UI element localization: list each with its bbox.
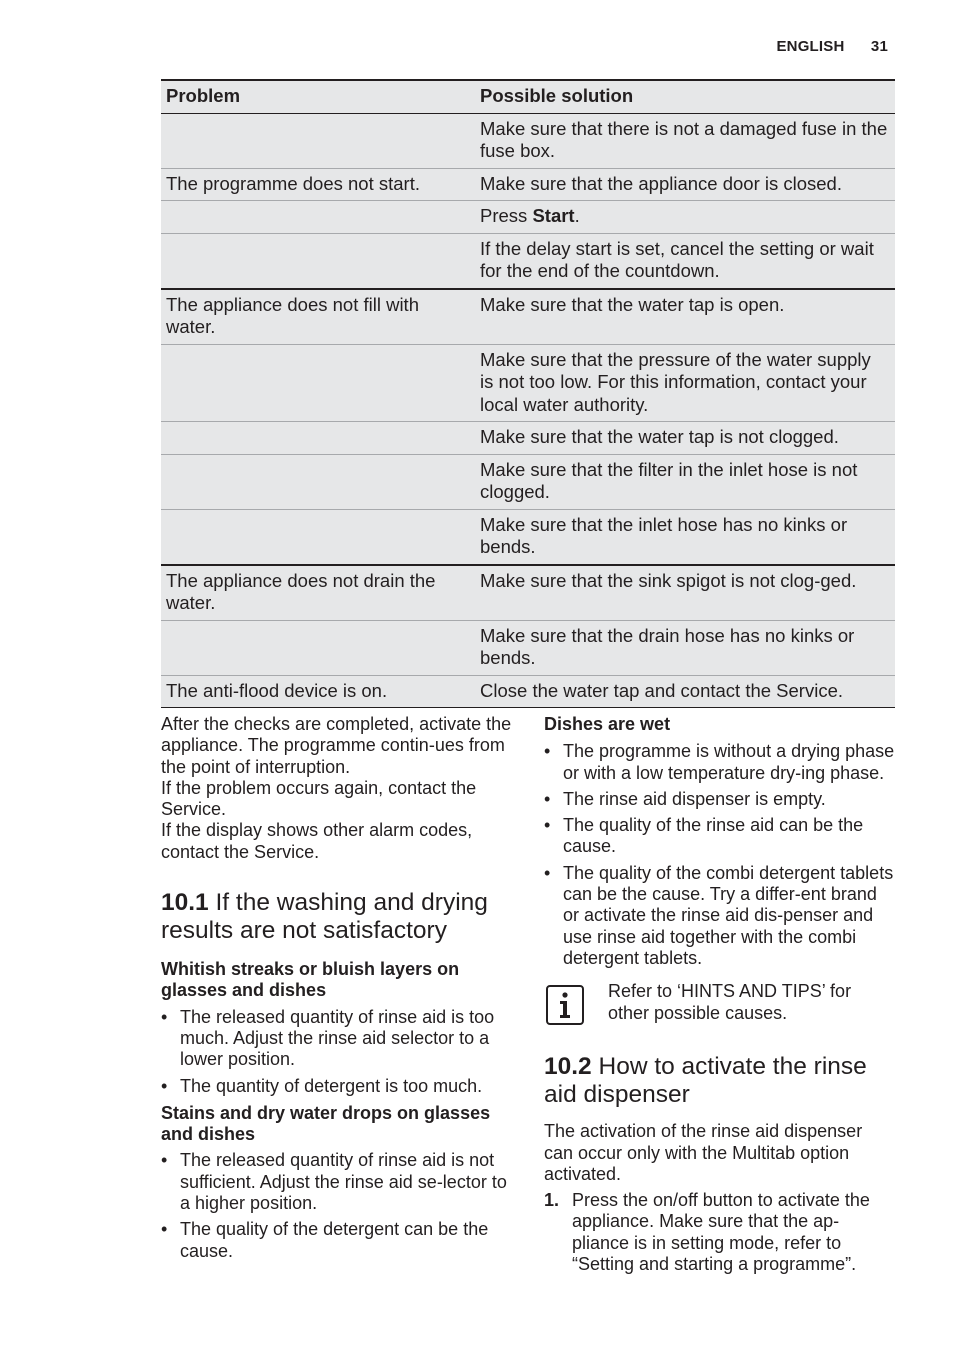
bullet-icon: • [161,1006,168,1027]
list-item: • The rinse aid dispenser is empty. [544,788,826,809]
solution-cell [475,201,895,234]
problem-cell [161,233,475,289]
bullet-icon: • [544,815,551,836]
bullet-icon: • [544,788,551,809]
solution-cell: Make sure that the water tap is not clogged. [475,422,895,455]
solution-cell: If the delay start is set, cancel the setting or wait for the end of the countdown. [475,233,895,289]
section-heading-10-2 [544,1053,896,1109]
info-note [544,981,896,1025]
paragraph: If the problem occurs again, contact the Service. [161,777,477,820]
bullet-icon: • [161,1219,168,1240]
bullet-list [161,1150,513,1261]
solution-cell: Close the water tap and contact the Service. [475,675,895,708]
page-header [776,38,888,55]
solution-cell: Make sure that the drain hose has no kinks or bends. [475,620,895,675]
start-button-label: Start [532,205,575,226]
solution-cell: Make sure that there is not a damaged fuse in the fuse box. [475,113,895,168]
table-row [161,233,895,289]
list-item: • The quantity of detergent is too much. [161,1075,483,1096]
language-label: ENGLISH [776,38,845,55]
table-row [161,201,895,234]
paragraph: The activation of the rinse aid dispenser can occur only with the Multitab option activated. [544,1121,863,1184]
table-row [161,422,895,455]
bullet-list [544,741,896,969]
problem-cell [161,422,475,455]
column-header-solution: Possible solution [475,80,895,113]
step-list [544,1190,896,1275]
section-heading-10-1 [161,889,513,945]
bullet-icon: • [161,1075,168,1096]
paragraph: After the checks are completed, activate the appliance. The programme contin-ues from the point of interruption. [161,714,512,777]
right-column [544,714,896,1275]
list-item: • The quality of the combi detergent tablets can be the cause. Try a differ-ent brand or activate the rinse aid dis-penser and use rinse aid together with the combi detergent tablets. [544,862,894,968]
list-item: • The quality of the detergent can be the cause. [161,1219,489,1261]
page-number: 31 [870,38,888,55]
left-column [161,714,513,1267]
table-row [161,168,895,201]
solution-cell: Make sure that the appliance door is closed. [475,168,895,201]
bullet-icon: • [544,741,551,762]
info-icon [546,985,584,1025]
step-text: Press the on/off button to activate the appliance. Make sure that the ap-pliance is in setting mode, refer to “Setting and starting a programme”. [572,1190,870,1275]
bullet-icon: • [161,1150,168,1171]
troubleshooting-table [161,79,895,708]
solution-cell: Make sure that the water tap is open. [475,289,895,345]
bullet-list [161,1007,513,1097]
list-item: • The programme is without a drying phase or with a low temperature dry-ing phase. [544,741,895,783]
section-title: How to activate the rinse aid dispenser [544,1053,867,1109]
info-note-text: Refer to ‘HINTS AND TIPS’ for other possible causes. [608,981,852,1023]
table-row [161,675,895,708]
problem-cell: The programme does not start. [161,168,475,201]
table-header-row [161,80,895,113]
section-number: 10.2 [544,1053,592,1081]
paragraph: If the display shows other alarm codes, contact the Service. [161,820,473,862]
solution-cell: Make sure that the pressure of the water supply is not too low. For this information, contact your local water authority. [475,344,895,422]
section-number: 10.1 [161,889,209,917]
problem-cell: The anti-flood device is on. [161,675,475,708]
solution-cell: Make sure that the sink spigot is not clog-ged. [475,565,895,621]
solution-cell: Make sure that the filter in the inlet hose is not clogged. [475,454,895,509]
subheading-dishes-wet: Dishes are wet [544,714,671,734]
list-item: • The released quantity of rinse aid is not sufficient. Adjust the rinse aid se-lector to a higher position. [161,1150,507,1214]
problem-cell [161,509,475,565]
list-item [544,1190,896,1275]
table-row [161,565,895,621]
table-row [161,289,895,345]
table-row [161,113,895,168]
subheading-whitish-streaks: Whitish streaks or bluish layers on glasses and dishes [161,959,460,1001]
solution-prefix: Press [480,205,533,226]
subheading-stains-dry-drops: Stains and dry water drops on glasses and dishes [161,1102,491,1145]
problem-cell [161,620,475,675]
column-header-problem: Problem [161,80,475,113]
problem-cell [161,344,475,422]
list-item: • The quality of the rinse aid can be the cause. [544,815,864,857]
problem-cell [161,454,475,509]
solution-suffix: . [574,205,580,226]
table-row [161,509,895,565]
problem-cell: The appliance does not fill with water. [161,289,475,345]
table-row [161,620,895,675]
problem-cell: The appliance does not drain the water. [161,565,475,621]
table-row [161,454,895,509]
problem-cell [161,113,475,168]
bullet-icon: • [544,862,551,883]
section-title: If the washing and drying results are not satisfactory [161,889,488,945]
solution-cell: Make sure that the inlet hose has no kinks or bends. [475,509,895,565]
problem-cell [161,201,475,234]
table-row [161,344,895,422]
step-number: 1. [544,1190,560,1211]
list-item: • The released quantity of rinse aid is too much. Adjust the rinse aid selector to a lower position. [161,1006,495,1070]
